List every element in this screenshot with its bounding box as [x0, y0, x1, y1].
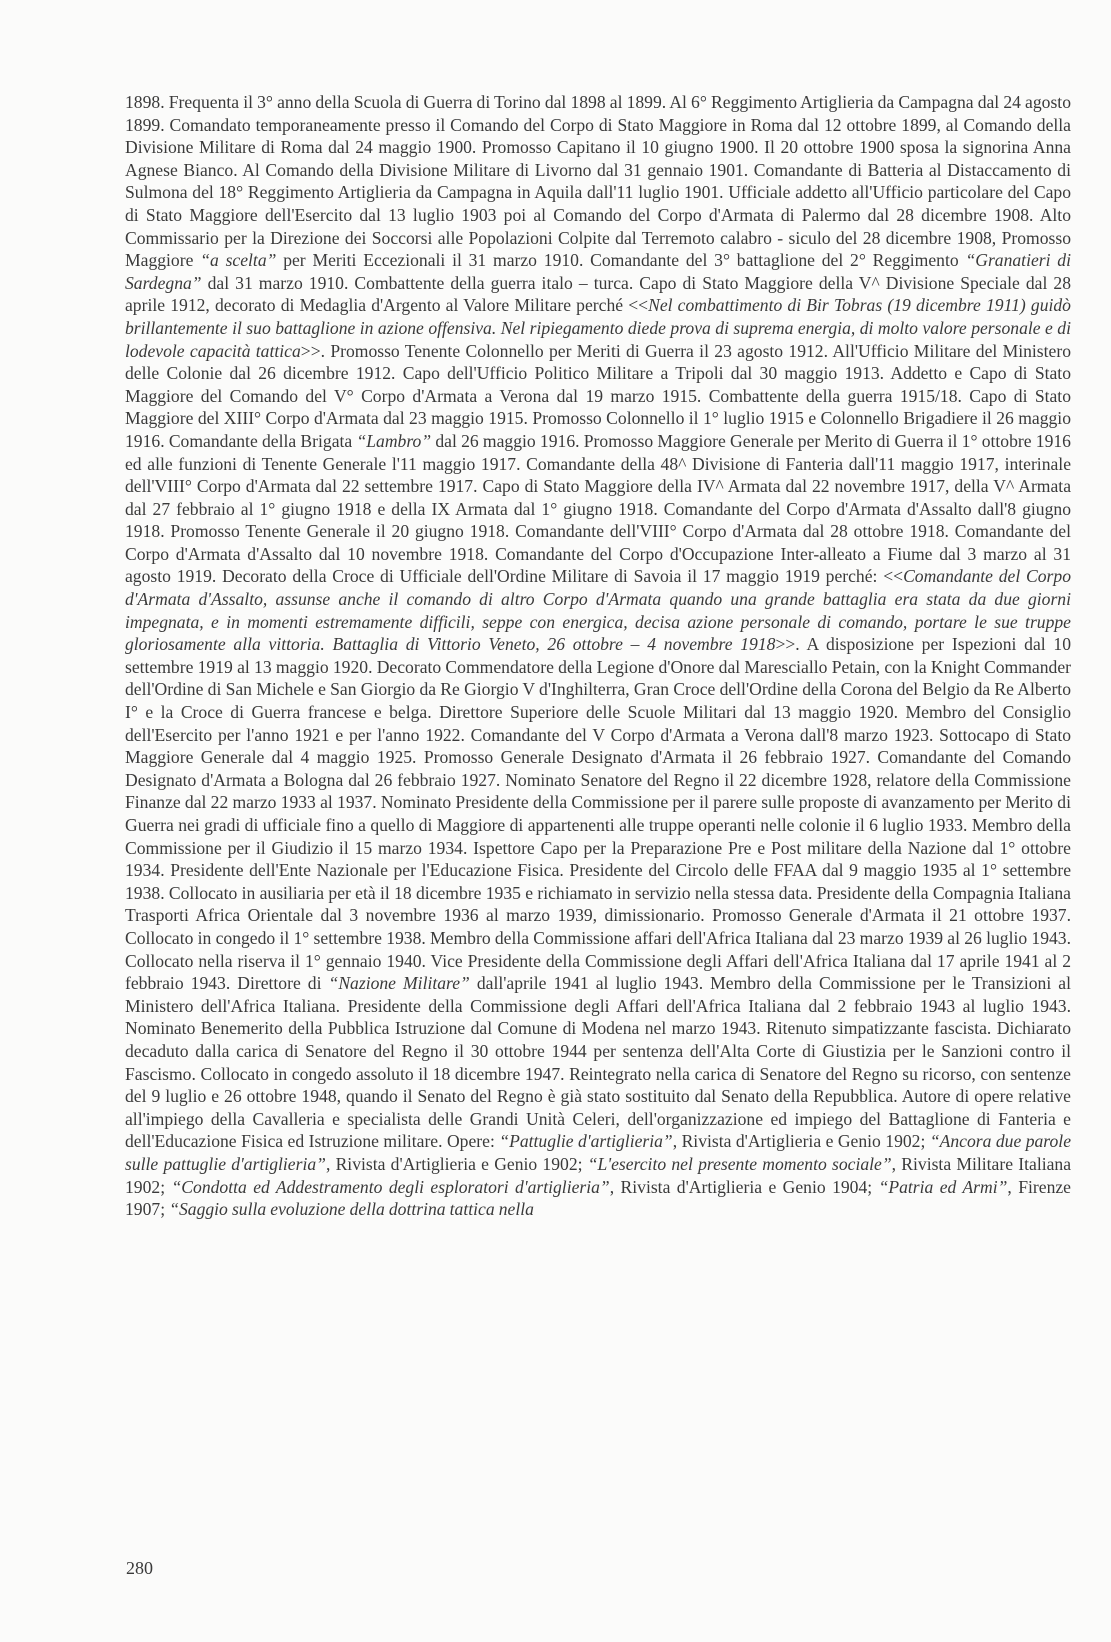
biography-paragraph [125, 91, 1071, 1221]
text-segment: dall'aprile 1941 al luglio 1943. Membro della Commissione per le Transizioni al Ministero dell'Africa Italiana. Presidente della Commissione degli Affari dell'Africa Italiana dal 2 febbraio 1943 al luglio 1943. Nominato Benemerito della Pubblica Istruzione dal Comune di Modena nel marzo 1943. Ritenuto simpatizzante fascista. Dichiarato decaduto dalla carica di Senatore del Regno il 30 ottobre 1944 per sentenza dell'Alta Corte di Giustizia per le Sanzioni contro il Fascismo. Collocato in congedo assoluto il 18 dicembre 1947. Reintegrato nella carica di Senatore del Regno su ricorso, con sentenze del 9 luglio e 26 ottobre 1948, quando il Senato del Regno è già stato sostituito dal Senato della Repubblica. Autore di opere relative all'impiego della Cavalleria e specialista delle Grandi Unità Celeri, dell'organizzazione ed impiego del Battaglione di Fanteria e dell'Educazione Fisica ed Istruzione militare. Opere: [125, 973, 1071, 1152]
text-segment: , Rivista d'Artiglieria e Genio 1904; [609, 1176, 879, 1197]
italic-quote: “Granatieri di Sardegna” [125, 250, 1071, 293]
text-segment: , Firenze 1907; [125, 1176, 1071, 1220]
italic-citation: Nel combattimento di Bir Tobras (19 dicembre 1911) guidò brillantemente il suo battaglione in azione offensiva. Nel ripiegamento diede prova di suprema energia, di molto valore personale e di lodevole capacità tattica [125, 295, 1071, 361]
text-segment: dal 31 marzo 1910. Combattente della guerra italo – turca. Capo di Stato Maggiore della V^ Divisione Speciale dal 28 aprile 1912, decorato di Medaglia d'Argento al Valore Militare perché << [125, 272, 1071, 316]
text-segment: 1898. Frequenta il 3° anno della Scuola di Guerra di Torino dal 1898 al 1899. Al 6° Reggimento Artiglieria da Campagna dal 24 agosto 1899. Comandato temporaneamente presso il Comando del Corpo di Stato Maggiore in Roma dal 12 ottobre 1899, al Comando della Divisione Militare di Roma dal 24 maggio 1900. Promosso Capitano il 10 giugno 1900. Il 20 ottobre 1900 sposa la signorina Anna Agnese Bianco. Al Comando della Divisione Militare di Livorno dal 31 gennaio 1901. Comandante di Batteria al Distaccamento di Sulmona del 18° Reggimento Artiglieria da Campagna in Aquila dall'11 luglio 1901. Ufficiale addetto all'Ufficio particolare del Capo di Stato Maggiore dell'Esercito dal 13 luglio 1903 poi al Comando del Corpo d'Armata di Palermo dal 28 dicembre 1908. Alto Commissario per la Direzione dei Soccorsi alle Popolazioni Colpite dal Terremoto calabro - siculo del 28 dicembre 1908, Promosso Maggiore [125, 92, 1071, 271]
text-segment: , Rivista d'Artiglieria e Genio 1902; [325, 1153, 588, 1174]
italic-quote: “a scelta” [200, 250, 277, 271]
italic-title: “L'esercito nel presente momento sociale” [587, 1153, 892, 1174]
italic-title: “Ancora due parole sulle pattuglie d'artiglieria” [125, 1131, 1071, 1174]
italic-title: “Saggio sulla evoluzione della dottrina tattica nella [169, 1199, 534, 1220]
text-segment: >>. Promosso Tenente Colonnello per Meriti di Guerra il 23 agosto 1912. All'Ufficio Militare del Ministero delle Colonie dal 26 dicembre 1912. Capo dell'Ufficio Politico Militare a Tripoli dal 30 maggio 1913. Addetto e Capo di Stato Maggiore del Comando del V° Corpo d'Armata a Verona dal 19 marzo 1915. Combattente della guerra 1915/18. Capo di Stato Maggiore del XIII° Corpo d'Armata dal 23 maggio 1915. Promosso Colonnello il 1° luglio 1915 e Colonnello Brigadiere il 26 maggio 1916. Comandante della Brigata [125, 340, 1072, 451]
italic-quote: “Lambro” [356, 430, 432, 451]
text-segment: , Rivista d'Artiglieria e Genio 1902; [672, 1131, 930, 1152]
italic-title: “Pattuglie d'artiglieria” [499, 1131, 673, 1152]
text-segment: >>. A disposizione per Ispezioni dal 10 settembre 1919 al 13 maggio 1920. Decorato Commendatore della Legione d'Onore dal Maresciallo Petain, con la Knight Commander dell'Ordine di San Michele e San Giorgio da Re Giorgio V d'Inghilterra, Gran Croce dell'Ordine della Corona del Belgio da Re Alberto I° e la Croce di Guerra francese e belga. Direttore Superiore delle Scuole Militari dal 13 maggio 1920. Membro del Consiglio dell'Esercito per l'anno 1921 e per l'anno 1922. Comandante del V Corpo d'Armata a Verona dall'8 marzo 1923. Sottocapo di Stato Maggiore Generale dal 4 maggio 1925. Promosso Generale Designato d'Armata il 26 febbraio 1927. Comandante del Comando Designato d'Armata a Bologna dal 26 febbraio 1927. Nominato Senatore del Regno il 22 dicembre 1928, relatore della Commissione Finanze dal 22 marzo 1933 al 1937. Nominato Presidente della Commissione per il parere sulle proposte di avanzamento per Merito di Guerra nei gradi di ufficiale fino a quello di Maggiore di appartenenti alle truppe operanti nelle colonie il 6 luglio 1933. Membro della Commissione per il Giudizio il 15 marzo 1934. Ispettore Capo per la Preparazione Pre e Post militare della Nazione dal 1° ottobre 1934. Presidente dell'Ente Nazionale per l'Educazione Fisica. Presidente del Circolo delle FFAA dal 9 maggio 1935 al 1° settembre 1938. Collocato in ausiliaria per età il 18 dicembre 1935 e richiamato in servizio nella stessa data. Presidente della Compagnia Italiana Trasporti Africa Orientale dal 3 novembre 1936 al marzo 1939, dimissionario. Promosso Generale d'Armata il 21 ottobre 1937. Collocato in congedo il 1° settembre 1938. Membro della Commissione affari dell'Africa Italiana dal 23 marzo 1939 al 26 luglio 1943. Collocato nella riserva il 1° gennaio 1940. Vice Presidente della Commissione degli Affari dell'Africa Italiana dal 17 aprile 1941 al 2 febbraio 1943. Direttore di [125, 634, 1071, 994]
body-text [125, 91, 1071, 1221]
italic-title: “Patria ed Armi” [878, 1176, 1008, 1197]
italic-quote: “Nazione Militare” [328, 973, 470, 994]
text-segment: per Meriti Eccezionali il 31 marzo 1910. Comandante del 3° battaglione del 2° Reggimento [276, 250, 966, 271]
italic-title: “Condotta ed Addestramento degli esploratori d'artiglieria” [171, 1176, 610, 1197]
page-number: 280 [126, 1558, 153, 1578]
text-segment: dal 26 maggio 1916. Promosso Maggiore Generale per Merito di Guerra il 1° ottobre 1916 ed alle funzioni di Tenente Generale l'11 maggio 1917. Comandante della 48^ Divisione di Fanteria dall'11 maggio 1917, interinale dell'VIII° Corpo d'Armata dal 22 settembre 1917. Capo di Stato Maggiore della IV^ Armata dal 22 novembre 1917, della V^ Armata dal 27 febbraio al 1° giugno 1918 e della IX Armata dal 1° giugno 1918. Comandante del Corpo d'Armata d'Assalto dall'8 giugno 1918. Promosso Tenente Generale il 20 giugno 1918. Comandante dell'VIII° Corpo d'Armata dal 28 ottobre 1918. Comandante del Corpo d'Armata d'Assalto dal 10 novembre 1918. Comandante del Corpo d'Occupazione Inter-alleato a Fiume dal 3 marzo al 31 agosto 1919. Decorato della Croce di Ufficiale dell'Ordine Militare di Savoia il 17 maggio 1919 perché: << [125, 430, 1071, 587]
text-segment: , Rivista Militare Italiana 1902; [125, 1153, 1072, 1197]
italic-citation: Comandante del Corpo d'Armata d'Assalto, assunse anche il comando di altro Corpo d'Armata quando una grande battaglia era stata da due giorni impegnata, e in momenti estremamente difficili, seppe con energica, decisa azione personale di comando, portare le sue truppe gloriosamente alla vittoria. Battaglia di Vittorio Veneto, 26 ottobre – 4 novembre 1918 [125, 566, 1071, 655]
